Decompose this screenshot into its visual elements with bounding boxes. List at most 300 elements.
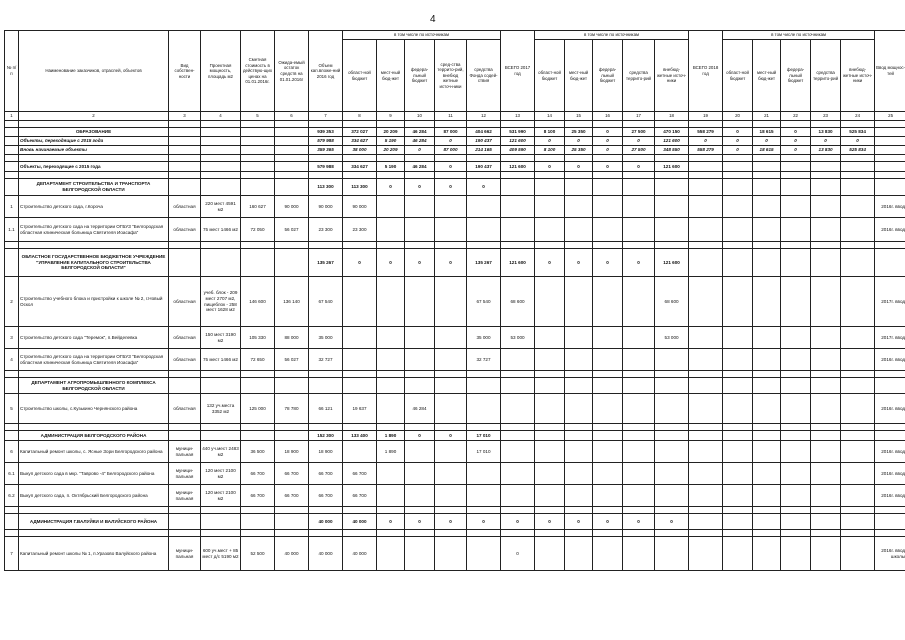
- table-cell: [875, 146, 905, 155]
- header-cell: федера-льный бюджет: [781, 40, 811, 112]
- table-row: [5, 463, 905, 485]
- table-cell: [275, 249, 309, 277]
- table-cell: [377, 378, 405, 394]
- table-cell: 90 000: [309, 196, 343, 218]
- table-cell: 40 000: [343, 537, 377, 571]
- table-cell: [201, 242, 241, 249]
- table-cell: 6: [5, 441, 19, 463]
- table-cell: [623, 485, 655, 507]
- header-cell: средства террито-рий: [623, 40, 655, 112]
- table-cell: [501, 431, 535, 441]
- table-cell: [811, 371, 841, 378]
- table-cell: [753, 277, 781, 327]
- table-cell: 7: [309, 112, 343, 121]
- table-cell: [241, 121, 275, 128]
- table-cell: [655, 507, 689, 514]
- table-cell: [623, 394, 655, 424]
- table-cell: 25 350: [565, 146, 593, 155]
- header-row-1: [5, 31, 905, 40]
- header-cell: Ожида-емый остаток средств на 01.01.2016г: [275, 31, 309, 112]
- table-cell: [405, 121, 435, 128]
- table-cell: [241, 179, 275, 196]
- table-cell: АДМИНИСТРАЦИЯ Г.ВАЛУЙКИ И ВАЛУЙСКОГО РАЙОНА: [19, 514, 169, 530]
- table-cell: [655, 485, 689, 507]
- table-cell: [201, 371, 241, 378]
- table-row: [5, 218, 905, 242]
- table-cell: [377, 242, 405, 249]
- table-cell: [723, 155, 753, 162]
- table-cell: [875, 249, 905, 277]
- table-cell: [19, 507, 169, 514]
- table-cell: 40 000: [309, 537, 343, 571]
- table-cell: 0: [435, 431, 467, 441]
- table-cell: 939 353: [309, 128, 343, 137]
- table-cell: [275, 137, 309, 146]
- table-cell: [467, 196, 501, 218]
- table-cell: [467, 371, 501, 378]
- table-cell: 0: [811, 137, 841, 146]
- table-cell: [535, 327, 565, 349]
- table-cell: 40 000: [309, 514, 343, 530]
- table-cell: [689, 507, 723, 514]
- table-cell: [377, 394, 405, 424]
- table-cell: 0: [377, 514, 405, 530]
- table-cell: [723, 431, 753, 441]
- table-cell: 409 590: [501, 146, 535, 155]
- table-cell: 135 267: [467, 249, 501, 277]
- table-cell: [467, 485, 501, 507]
- table-cell: [565, 485, 593, 507]
- table-cell: [841, 179, 875, 196]
- table-cell: [623, 431, 655, 441]
- table-cell: 6.2: [5, 485, 19, 507]
- table-cell: [275, 514, 309, 530]
- table-cell: [623, 537, 655, 571]
- table-cell: [655, 218, 689, 242]
- table-cell: [781, 530, 811, 537]
- table-cell: 0: [753, 137, 781, 146]
- header-cell: № п/п: [5, 31, 19, 112]
- table-cell: [623, 349, 655, 371]
- table-cell: [343, 121, 377, 128]
- table-row: [5, 431, 905, 441]
- table-cell: [201, 146, 241, 155]
- table-cell: [275, 530, 309, 537]
- header-cell: област-ной бюджет: [535, 40, 565, 112]
- table-cell: [811, 378, 841, 394]
- table-cell: 579 988: [309, 162, 343, 172]
- table-cell: [241, 378, 275, 394]
- table-cell: [593, 218, 623, 242]
- table-cell: [435, 155, 467, 162]
- table-cell: [841, 431, 875, 441]
- table-cell: [623, 378, 655, 394]
- table-cell: 8: [343, 112, 377, 121]
- table-cell: [343, 327, 377, 349]
- table-cell: [875, 128, 905, 137]
- table-cell: [655, 441, 689, 463]
- header-cell: Проектная мощность, площадь м2: [201, 31, 241, 112]
- table-cell: 20 209: [377, 128, 405, 137]
- table-cell: [689, 349, 723, 371]
- table-cell: [811, 514, 841, 530]
- table-cell: [723, 463, 753, 485]
- table-cell: [201, 424, 241, 431]
- table-cell: [535, 431, 565, 441]
- table-cell: 146 600: [241, 277, 275, 327]
- table-cell: [781, 463, 811, 485]
- table-cell: [377, 196, 405, 218]
- table-cell: [467, 424, 501, 431]
- table-cell: [377, 371, 405, 378]
- table-cell: [309, 530, 343, 537]
- table-cell: [623, 155, 655, 162]
- table-cell: [435, 424, 467, 431]
- table-cell: [201, 530, 241, 537]
- table-cell: [655, 172, 689, 179]
- table-cell: 2017г. ввод: [875, 327, 905, 349]
- table-cell: [565, 530, 593, 537]
- table-cell: [689, 196, 723, 218]
- header-cell: област-ной бюджет: [723, 40, 753, 112]
- table-cell: муници-пальная: [169, 441, 201, 463]
- table-cell: [811, 242, 841, 249]
- table-cell: [565, 242, 593, 249]
- table-cell: 40 000: [275, 537, 309, 571]
- table-cell: 53 000: [501, 327, 535, 349]
- table-cell: [593, 155, 623, 162]
- table-cell: [841, 371, 875, 378]
- table-cell: [841, 514, 875, 530]
- spacer-row: [5, 424, 905, 431]
- table-cell: [565, 172, 593, 179]
- table-cell: [723, 537, 753, 571]
- table-row: [5, 327, 905, 349]
- table-cell: 190 437: [467, 162, 501, 172]
- table-cell: [275, 431, 309, 441]
- table-cell: [501, 394, 535, 424]
- table-cell: 0: [535, 137, 565, 146]
- table-cell: 3: [169, 112, 201, 121]
- table-cell: 6.1: [5, 463, 19, 485]
- table-cell: [655, 431, 689, 441]
- table-cell: 121 600: [655, 137, 689, 146]
- header-cell: Вид собствен-ности: [169, 31, 201, 112]
- table-cell: [781, 349, 811, 371]
- table-cell: [655, 371, 689, 378]
- table-cell: [405, 218, 435, 242]
- table-cell: 0: [781, 128, 811, 137]
- table-cell: [841, 155, 875, 162]
- table-cell: [343, 349, 377, 371]
- table-cell: [655, 378, 689, 394]
- table-cell: ОБРАЗОВАНИЕ: [19, 128, 169, 137]
- table-cell: [593, 507, 623, 514]
- table-cell: [689, 179, 723, 196]
- table-cell: [723, 327, 753, 349]
- table-cell: 13 830: [811, 128, 841, 137]
- table-cell: [501, 172, 535, 179]
- table-cell: [275, 121, 309, 128]
- table-cell: [565, 196, 593, 218]
- table-cell: [781, 371, 811, 378]
- table-cell: 1 890: [377, 441, 405, 463]
- table-cell: 525 834: [841, 146, 875, 155]
- table-cell: [593, 179, 623, 196]
- table-cell: [723, 249, 753, 277]
- table-cell: [201, 249, 241, 277]
- table-cell: [405, 371, 435, 378]
- table-cell: [241, 137, 275, 146]
- table-cell: [593, 378, 623, 394]
- table-cell: [241, 162, 275, 172]
- table-cell: [753, 172, 781, 179]
- table-cell: [343, 277, 377, 327]
- table-cell: [241, 424, 275, 431]
- header-cell: внебюд-жетные источ-ники: [655, 40, 689, 112]
- table-cell: [565, 277, 593, 327]
- table-cell: 12: [467, 112, 501, 121]
- table-cell: [241, 155, 275, 162]
- table-cell: [5, 378, 19, 394]
- table-cell: 18 900: [309, 441, 343, 463]
- table-cell: 9: [377, 112, 405, 121]
- table-cell: [309, 378, 343, 394]
- table-cell: [875, 507, 905, 514]
- table-cell: [781, 514, 811, 530]
- table-cell: 18 615: [753, 146, 781, 155]
- table-cell: [841, 121, 875, 128]
- table-cell: 66 700: [241, 463, 275, 485]
- table-cell: [723, 507, 753, 514]
- table-cell: [241, 146, 275, 155]
- table-cell: [689, 277, 723, 327]
- table-cell: 56 027: [275, 218, 309, 242]
- table-cell: 88 000: [275, 327, 309, 349]
- table-cell: [467, 394, 501, 424]
- table-cell: [655, 394, 689, 424]
- table-cell: [593, 485, 623, 507]
- table-row: [5, 349, 905, 371]
- table-cell: [19, 155, 169, 162]
- table-cell: [723, 371, 753, 378]
- table-cell: [753, 507, 781, 514]
- table-cell: [811, 196, 841, 218]
- table-cell: 0: [467, 514, 501, 530]
- table-cell: 0: [593, 514, 623, 530]
- table-cell: [501, 463, 535, 485]
- table-cell: [753, 441, 781, 463]
- table-cell: [343, 242, 377, 249]
- table-cell: [435, 327, 467, 349]
- table-cell: [405, 441, 435, 463]
- table-cell: [723, 349, 753, 371]
- table-cell: [169, 431, 201, 441]
- table-cell: [753, 463, 781, 485]
- table-cell: 120 мест 2100 м2: [201, 485, 241, 507]
- table-cell: 38 000: [343, 146, 377, 155]
- table-cell: [435, 371, 467, 378]
- table-cell: [201, 507, 241, 514]
- table-cell: [309, 172, 343, 179]
- table-cell: 0: [655, 514, 689, 530]
- header-group-2017: в том числе по источникам: [535, 31, 689, 40]
- table-cell: 135 267: [309, 249, 343, 277]
- table-cell: областная: [169, 196, 201, 218]
- table-cell: Строительство детского сада "Теремок", п.Вейделевка: [19, 327, 169, 349]
- table-cell: [501, 155, 535, 162]
- table-cell: [377, 507, 405, 514]
- table-cell: [753, 530, 781, 537]
- table-cell: 0: [723, 146, 753, 155]
- table-cell: [689, 327, 723, 349]
- table-cell: [435, 121, 467, 128]
- table-cell: [841, 394, 875, 424]
- table-row: [5, 128, 905, 137]
- table-cell: [5, 146, 19, 155]
- table-cell: 25 350: [565, 128, 593, 137]
- table-cell: [435, 537, 467, 571]
- table-cell: [467, 530, 501, 537]
- table-cell: 25: [875, 112, 905, 121]
- table-cell: [435, 507, 467, 514]
- table-cell: [309, 155, 343, 162]
- table-cell: [201, 155, 241, 162]
- table-cell: 46 284: [405, 394, 435, 424]
- table-cell: 121 600: [501, 137, 535, 146]
- table-cell: [377, 277, 405, 327]
- table-cell: [753, 431, 781, 441]
- table-cell: 18 615: [753, 128, 781, 137]
- table-cell: [377, 121, 405, 128]
- table-cell: [655, 179, 689, 196]
- table-cell: [19, 424, 169, 431]
- table-cell: [781, 121, 811, 128]
- table-cell: [501, 441, 535, 463]
- table-cell: Объекты, переходящие с 2015 года: [19, 162, 169, 172]
- table-cell: 160 627: [241, 196, 275, 218]
- table-cell: [723, 172, 753, 179]
- page-number: 4: [430, 14, 436, 25]
- table-cell: [501, 485, 535, 507]
- table-cell: 19 637: [343, 394, 377, 424]
- table-cell: [841, 530, 875, 537]
- table-cell: [723, 196, 753, 218]
- table-cell: [405, 424, 435, 431]
- table-cell: 1 890: [377, 431, 405, 441]
- table-cell: [841, 277, 875, 327]
- table-cell: [201, 378, 241, 394]
- table-cell: 87 000: [435, 128, 467, 137]
- table-cell: [201, 137, 241, 146]
- table-cell: 15: [565, 112, 593, 121]
- table-cell: [405, 485, 435, 507]
- table-cell: 18 900: [275, 441, 309, 463]
- table-cell: 52 500: [241, 537, 275, 571]
- table-cell: [241, 514, 275, 530]
- table-cell: [565, 218, 593, 242]
- table-cell: 66 700: [275, 463, 309, 485]
- table-cell: [781, 394, 811, 424]
- table-cell: 125 000: [241, 394, 275, 424]
- table-cell: [169, 378, 201, 394]
- table-cell: [841, 349, 875, 371]
- table-cell: [343, 424, 377, 431]
- table-cell: 17: [623, 112, 655, 121]
- table-cell: [565, 349, 593, 371]
- table-cell: [501, 349, 535, 371]
- spacer-row: [5, 155, 905, 162]
- table-cell: 113 300: [343, 179, 377, 196]
- table-cell: [723, 242, 753, 249]
- table-cell: 5: [5, 394, 19, 424]
- table-cell: [535, 196, 565, 218]
- table-cell: [275, 128, 309, 137]
- table-cell: [841, 327, 875, 349]
- table-cell: [753, 537, 781, 571]
- table-cell: [405, 196, 435, 218]
- column-number-row: [5, 112, 905, 121]
- table-cell: [201, 431, 241, 441]
- table-row: [5, 146, 905, 155]
- table-cell: 36 500: [241, 441, 275, 463]
- table-cell: 14: [535, 112, 565, 121]
- table-cell: [169, 137, 201, 146]
- table-cell: 23 300: [343, 218, 377, 242]
- table-cell: [689, 121, 723, 128]
- table-cell: [811, 172, 841, 179]
- table-cell: [467, 378, 501, 394]
- table-cell: [565, 537, 593, 571]
- table-cell: [309, 242, 343, 249]
- table-cell: 19: [689, 112, 723, 121]
- table-cell: [875, 242, 905, 249]
- table-cell: [623, 424, 655, 431]
- table-cell: Строительство школы, с.Кузькино Чернянского района: [19, 394, 169, 424]
- table-cell: [623, 277, 655, 327]
- table-cell: 13 830: [811, 146, 841, 155]
- table-cell: [377, 537, 405, 571]
- table-cell: [435, 530, 467, 537]
- header-cell: федера-льный бюджет: [405, 40, 435, 112]
- table-cell: [275, 424, 309, 431]
- table-cell: [405, 172, 435, 179]
- table-cell: [377, 155, 405, 162]
- table-cell: [753, 327, 781, 349]
- table-cell: [841, 218, 875, 242]
- table-cell: [753, 242, 781, 249]
- table-cell: [723, 121, 753, 128]
- table-cell: Строительство детского сада на территории ОГБУЗ "Белгородская областная клиническая больница Святителя Иоасафа": [19, 349, 169, 371]
- table-cell: [535, 378, 565, 394]
- table-cell: [467, 537, 501, 571]
- table-cell: [467, 242, 501, 249]
- table-cell: [781, 507, 811, 514]
- table-cell: [169, 249, 201, 277]
- table-cell: 6: [275, 112, 309, 121]
- table-cell: 0: [593, 146, 623, 155]
- table-cell: 23 300: [309, 218, 343, 242]
- table-cell: [875, 424, 905, 431]
- table-cell: Объекты, переходящие с 2015 года: [19, 137, 169, 146]
- table-cell: [811, 327, 841, 349]
- header-cell: Объем кап.вложе-ний 2016 год: [309, 31, 343, 112]
- header-cell: Наименование заказчиков, отраслей, объектов: [19, 31, 169, 112]
- table-cell: 66 700: [309, 485, 343, 507]
- table-cell: [5, 128, 19, 137]
- table-cell: 35 000: [309, 327, 343, 349]
- table-cell: [593, 424, 623, 431]
